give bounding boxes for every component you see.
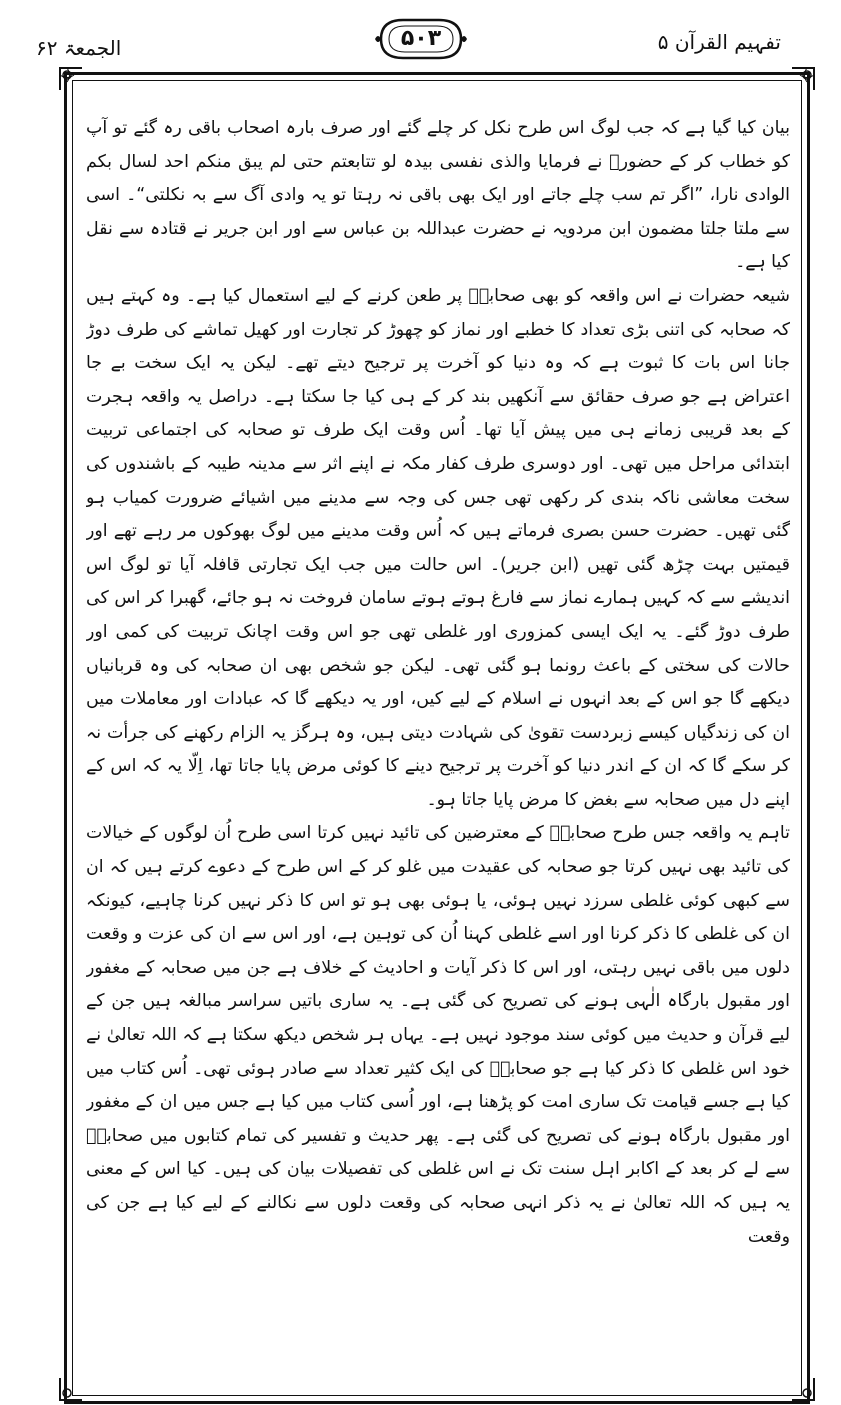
- paragraph-2: شیعہ حضرات نے اس واقعہ کو بھی صحابہؓ پر طعن کرنے کے لیے استعمال کیا ہے۔ وہ کہتے ہیں کہ صحابہ کی اتنی بڑی تعداد کا خطبے اور نماز کو چھوڑ کر تجارت اور کھیل تماشے کی طرف دوڑ جانا اس بات کا ثبوت ہے کہ وہ دنیا کو آخرت پر ترجیح دیتے تھے۔ لیکن یہ ایک سخت بے جا اعتراض ہے جو صرف حقائق سے آنکھیں بند کر کے ہی کیا جا سکتا ہے۔ دراصل یہ واقعہ ہجرت کے بعد قریبی زمانے ہی میں پیش آیا تھا۔ اُس وقت ایک طرف تو صحابہ کی اجتماعی تربیت ابتدائی مراحل میں تھی۔ اور دوسری طرف کفار مکہ نے اپنے اثر سے مدینہ طیبہ کے باشندوں کی سخت معاشی ناکہ بندی کر رکھی تھی جس کی وجہ سے مدینے میں اشیائے ضرورت کمیاب ہو گئی تھیں۔ حضرت حسن بصری فرماتے ہیں کہ اُس وقت مدینے میں لوگ بھوکوں مر رہے تھے اور قیمتیں بہت چڑھ گئی تھیں (ابن جریر)۔ اس حالت میں جب ایک تجارتی قافلہ آیا تو لوگ اس اندیشے سے کہ کہیں ہمارے نماز سے فارغ ہوتے ہوتے سامان فروخت نہ ہو جائے، گھبرا کر اس کی طرف دوڑ گئے۔ یہ ایک ایسی کمزوری اور غلطی تھی جو اس وقت اچانک تربیت کی کمی اور حالات کی سختی کے باعث رونما ہو گئی تھی۔ لیکن جو شخص بھی ان صحابہ کی وہ قربانیاں دیکھے گا جو اس کے بعد انہوں نے اسلام کے لیے کیں، اور یہ دیکھے گا کہ عبادات اور معاملات میں ان کی زندگیاں کیسے زبردست تقویٰ کی شہادت دیتی ہیں، وہ ہرگز یہ الزام رکھنے کی جرأت نہ کر سکے گا کہ ان کے اندر دنیا کو آخرت پر ترجیح دینے کا کوئی مرض پایا جاتا تھا، اِلّا یہ کہ اس کے اپنے دل میں صحابہ سے بغض کا مرض پایا جاتا ہو۔: [86, 285, 790, 810]
- paragraph-3: تاہم یہ واقعہ جس طرح صحابہؓ کے معترضین کی تائید نہیں کرتا اسی طرح اُن لوگوں کے خیالات کی تائید بھی نہیں کرتا جو صحابہ کی عقیدت میں غلو کر کے اس طرح کے دعوے کرتے ہیں کہ ان سے کبھی کوئی غلطی سرزد نہیں ہوئی، یا ہوئی بھی ہو تو اس کا ذکر نہیں کرنا چاہیے، کیونکہ ان کی غلطی کا ذکر کرنا اور اسے غلطی کہنا اُن کی توہین ہے، اور اس سے ان کی عزت و وقعت دلوں میں باقی نہیں رہتی، اور اس کا ذکر آیات و احادیث کے خلاف ہے جن میں صحابہ کے مغفور اور مقبول بارگاہ الٰہی ہونے کی تصریح کی گئی ہے۔ یہ ساری باتیں سراسر مبالغہ ہیں جن کے لیے قرآن و حدیث میں کوئی سند موجود نہیں ہے۔ یہاں ہر شخص دیکھ سکتا ہے کہ اللہ تعالیٰ نے خود اس غلطی کا ذکر کیا ہے جو صحابہؓ کی ایک کثیر تعداد سے صادر ہوئی تھی۔ اُس کتاب میں کیا ہے جسے قیامت تک ساری امت کو پڑھنا ہے، اور اُسی کتاب میں کیا ہے جس میں ان کے مغفور اور مقبول بارگاہ ہونے کی تصریح کی گئی ہے۔ پھر حدیث و تفسیر کی تمام کتابوں میں صحابہؓ سے لے کر بعد کے اکابر اہل سنت تک نے اس غلطی کی تفصیلات بیان کی ہیں۔ کیا اس کے معنی یہ ہیں کہ اللہ تعالیٰ نے یہ ذکر انہی صحابہ کی وقعت دلوں سے نکالنے کے لیے کیا ہے جن کی وقعت: [86, 823, 790, 1247]
- corner-ornament-icon: [58, 66, 84, 92]
- surah-label: الجمعۃ ۶۲: [36, 36, 122, 60]
- page-number-badge: [373, 14, 469, 64]
- corner-ornament-icon: [790, 66, 816, 92]
- paragraph-1: بیان کیا گیا ہے کہ جب لوگ اس طرح نکل کر چلے گئے اور صرف بارہ اصحاب باقی رہ گئے تو آپ کو خطاب کر کے حضورؐ نے فرمایا والذی نفسی بیدہ لو تتابعتم حتی لم یبق منکم احد لسال بکم الوادی نارا، ”اگر تم سب چلے جاتے اور ایک بھی باقی نہ رہتا تو یہ وادی آگ سے بہ نکلتی“۔ اسی سے ملتا جلتا مضمون ابن مردویہ نے حضرت عبداللہ بن عباس سے اور ابن جریر نے قتادہ سے نقل کیا ہے۔: [86, 118, 790, 273]
- commentary-body: [86, 112, 790, 1402]
- page-number: ۵۰۳: [400, 26, 442, 51]
- book-title: تفہیم القرآن ۵: [657, 30, 781, 54]
- page-header: [0, 0, 841, 80]
- corner-ornament-icon: [58, 1376, 84, 1402]
- corner-ornament-icon: [790, 1376, 816, 1402]
